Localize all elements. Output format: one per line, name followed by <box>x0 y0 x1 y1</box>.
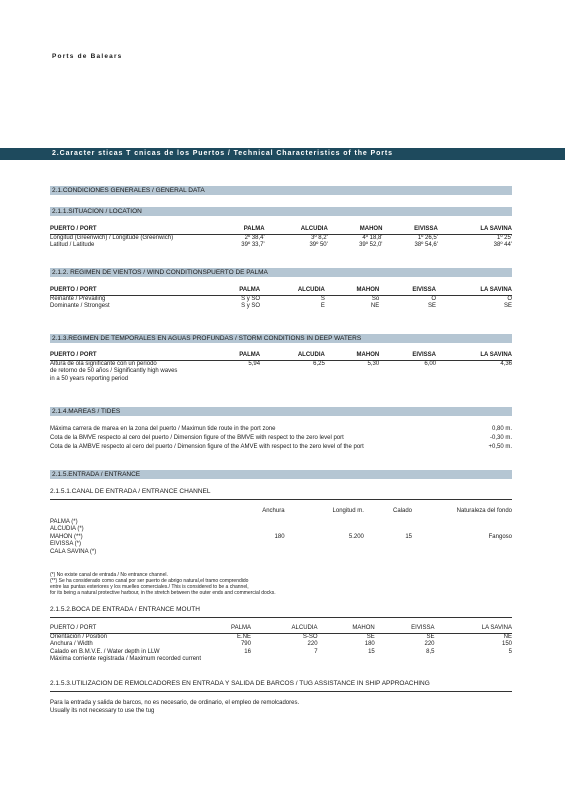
channel-table <box>50 508 512 556</box>
section-bar-entrance <box>50 470 512 479</box>
divider <box>50 499 512 500</box>
header-port: PUERTO / PORT <box>50 625 200 633</box>
table-row <box>50 242 512 250</box>
row-label-line: Altura de ola significante con un periodo <box>50 360 157 367</box>
table-header-row <box>50 352 512 360</box>
row-label: Latitud / Latitude <box>50 242 95 248</box>
header-palma: PALMA <box>210 352 260 360</box>
cell: 4,36 <box>500 360 512 367</box>
row-label: PALMA (*) <box>50 518 78 525</box>
cell: NE <box>503 633 512 640</box>
cell: 16 <box>244 648 251 655</box>
table-row <box>50 295 512 303</box>
section-bar-label: 2.1.5.ENTRADA / ENTRANCE <box>52 471 141 478</box>
tugs-paragraph <box>50 700 299 715</box>
header-eivissa: EIVISSA <box>382 226 437 234</box>
mouth-table <box>50 625 512 664</box>
subsection-title-channel: 2.1.5.1.CANAL DE ENTRADA / ENTRANCE CHANNEL <box>50 488 211 495</box>
header-alcudia: ALCUDIA <box>260 287 325 295</box>
cell: SE <box>366 633 375 640</box>
row-label: Máxima corriente registrada / Maximum recorded current <box>50 656 202 662</box>
tide-value: 0,80 m. <box>491 426 512 432</box>
table-row <box>50 360 512 383</box>
header-alcudia: ALCUDIA <box>251 625 318 633</box>
table-header-row <box>50 287 512 295</box>
cell: 15 <box>405 533 412 540</box>
tide-row <box>50 434 512 442</box>
note-line: (**) Se ha considerado como canal por ser puerto de abrigo natural,el tramo comprendido <box>50 578 249 584</box>
section-title: 2.Caracter sticas T cnicas de los Puertos / Technical Characteristics of the Ports <box>52 150 393 157</box>
header-eivissa: EIVISSA <box>375 625 435 633</box>
table-row <box>50 633 512 641</box>
cell: 38º 54,6' <box>414 242 438 248</box>
subsection-title-tugs: 2.1.5.3.UTILIZACION DE REMOLCADORES EN ENTRADA Y SALIDA DE BARCOS / TUG ASSISTANCE IN SHIP APPROACHING <box>50 680 430 687</box>
row-label: ALCUDIA (*) <box>50 526 84 532</box>
header-width: Anchura <box>262 508 285 514</box>
header-la-savina: LA SAVINA <box>435 625 512 633</box>
table-row <box>50 534 512 542</box>
cell: E.NE <box>236 633 251 640</box>
cell: 3º 8,2' <box>311 234 328 241</box>
header-depth: Calado <box>392 508 412 514</box>
cell: 150 <box>501 641 512 647</box>
cell: S y SO <box>241 295 261 302</box>
section-bar-storms <box>50 334 512 343</box>
row-label: Reinante / Prevailing <box>50 295 106 302</box>
section-bar-label: 2.1.2. REGIMEN DE VIENTOS / WIND CONDITIONSPUERTO DE PALMA <box>52 269 268 276</box>
row-label <box>50 360 210 383</box>
wind-table <box>50 287 512 311</box>
channel-notes <box>50 572 276 596</box>
cell: S <box>320 295 325 302</box>
header-palma: PALMA <box>200 625 251 633</box>
table-header-row <box>50 508 512 516</box>
cell: 6,25 <box>313 360 325 367</box>
cell: 790 <box>240 641 251 647</box>
cell: 39º 50' <box>309 242 328 248</box>
section-bar-general-data <box>50 186 512 195</box>
cell: Fangoso <box>488 533 512 540</box>
section-bar-tides <box>50 407 512 416</box>
cell: O <box>507 295 512 302</box>
tide-label: Cota de la AMBVE respecto al cero del puerto / Dimension figure of the AMVE with respect to the zero level of the port <box>50 444 364 450</box>
table-row <box>50 549 512 557</box>
tide-row <box>50 425 512 433</box>
cell: 180 <box>364 641 375 647</box>
cell: 39º 33,7' <box>241 242 265 248</box>
cell: O <box>431 295 436 302</box>
row-label: Longitud (Greenwich) / Longitude (Greenwich) <box>50 234 174 241</box>
cell: 5 <box>508 648 512 655</box>
header-seabed: Naturaleza del fondo <box>456 508 512 514</box>
row-label-line: de retorno de 50 años / Significantly high waves <box>50 368 178 374</box>
table-row <box>50 519 512 527</box>
subsection-title-mouth: 2.1.5.2.BOCA DE ENTRADA / ENTRANCE MOUTH <box>50 606 200 613</box>
location-table <box>50 226 512 250</box>
header-eivissa: EIVISSA <box>379 287 436 295</box>
row-label-line: in a 50 years reporting period <box>50 375 129 382</box>
cell: 6,00 <box>424 360 436 367</box>
cell: 1º 26,5' <box>417 234 438 241</box>
header-port: PUERTO / PORT <box>50 226 210 234</box>
row-label: Dominante / Strongest <box>50 303 110 309</box>
cell: NE <box>370 303 380 309</box>
cell: 38º 44' <box>493 242 512 248</box>
table-row <box>50 526 512 534</box>
header-length: Longitud m. <box>332 508 364 514</box>
cell: 220 <box>307 641 318 647</box>
note-line: for its being a natural protective harbour, in the stretch between the outer ends and commercial docks. <box>50 590 276 596</box>
table-row <box>50 649 512 657</box>
section-bar-wind <box>50 268 512 277</box>
section-bar-label: 2.1.4.MAREAS / TIDES <box>52 408 121 415</box>
running-header: Ports de Balears <box>52 53 123 60</box>
header-port: PUERTO / PORT <box>50 352 210 360</box>
row-label: CALA SAVINA (*) <box>50 548 97 555</box>
cell: SE <box>426 633 435 640</box>
table-header-row <box>50 625 512 633</box>
section-bar-label: 2.1.3.REGIMEN DE TEMPORALES EN AGUAS PROFUNDAS / STORM CONDITIONS IN DEEP WATERS <box>52 335 362 342</box>
header-alcudia: ALCUDIA <box>265 226 328 234</box>
header-palma: PALMA <box>210 226 265 234</box>
cell: 2º 38,4' <box>244 234 265 241</box>
header-palma: PALMA <box>210 287 260 295</box>
table-row <box>50 303 512 311</box>
table-row <box>50 234 512 242</box>
cell: S y SO <box>241 303 261 309</box>
cell: 5,94 <box>248 360 261 367</box>
cell: 8,5 <box>426 648 435 655</box>
cell: 1º 25' <box>496 234 512 241</box>
cell: 220 <box>424 641 435 647</box>
tide-value: +0,50 m. <box>488 444 512 450</box>
cell: 5,30 <box>367 360 380 367</box>
cell: 180 <box>274 533 285 540</box>
header-mahon: MAHON <box>318 625 375 633</box>
cell: 7 <box>314 648 318 655</box>
table-row <box>50 656 512 664</box>
empty-cell <box>50 508 228 516</box>
table-row <box>50 641 512 649</box>
header-la-savina: LA SAVINA <box>438 226 512 234</box>
header-alcudia: ALCUDIA <box>260 352 325 360</box>
cell: 39º 52,0' <box>359 242 383 248</box>
header-mahon: MAHON <box>328 226 383 234</box>
paragraph-line: Para la entrada y salida de barcos, no es necesario, de ordinario, el empleo de remolcadores. <box>50 700 300 706</box>
row-label: Orientación / Position <box>50 633 108 640</box>
cell: 15 <box>368 648 375 655</box>
header-la-savina: LA SAVINA <box>436 287 512 295</box>
table-header-row <box>50 226 512 234</box>
row-label: MAHON (**) <box>50 533 83 540</box>
header-eivissa: EIVISSA <box>379 352 436 360</box>
divider <box>50 617 512 618</box>
table-row <box>50 541 512 549</box>
header-mahon: MAHON <box>325 352 379 360</box>
cell: 4º 18,8' <box>362 234 383 241</box>
cell: So <box>371 295 380 302</box>
section-bar-label: 2.1.CONDICIONES GENERALES / GENERAL DATA <box>52 187 205 194</box>
header-mahon: MAHON <box>325 287 379 295</box>
cell: S-SO <box>302 633 318 640</box>
row-label: EIVISSA (*) <box>50 541 82 547</box>
row-label: Calado en B.M.V.E. / Water depth in LLW <box>50 648 160 655</box>
note-line: (*) No existe canal de entrada / No entrance channel. <box>50 572 168 578</box>
row-label: Anchura / Width <box>50 641 93 647</box>
header-la-savina: LA SAVINA <box>436 352 512 360</box>
tide-label: Cota de la BMVE respecto al cero del puerto / Dimension figure of the BMVE with respect to the zero level port <box>50 435 344 441</box>
tide-row <box>50 443 512 451</box>
tide-label: Máxima carrera de marea en la zona del puerto / Maximun tide route in the port zone <box>50 426 276 432</box>
tide-value: -0,30 m. <box>489 435 512 441</box>
cell: SE <box>503 303 512 309</box>
storm-table <box>50 352 512 383</box>
cell: E <box>320 303 325 309</box>
note-line: entre las puntas exteriores y los muelles comerciales./ This is considered to be a channel, <box>50 584 249 590</box>
paragraph-line: Usually its not necessary to use the tug <box>50 707 155 714</box>
section-bar-label: 2.1.1.SITUACION / LOCATION <box>52 208 142 215</box>
section-title-band <box>0 148 565 160</box>
cell: SE <box>427 303 436 309</box>
header-port: PUERTO / PORT <box>50 287 210 295</box>
cell: 5.200 <box>348 533 364 540</box>
divider <box>50 691 512 692</box>
section-bar-location <box>50 207 512 216</box>
